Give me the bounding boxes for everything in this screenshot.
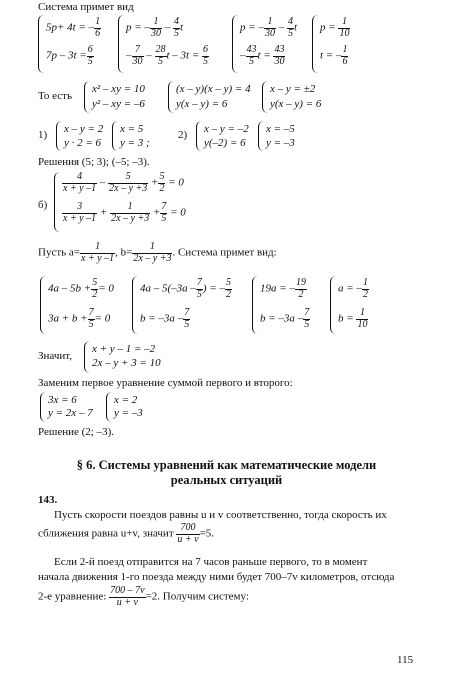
- fraction: $\frac{1}{2x - y +3}$: [133, 241, 172, 264]
- equation-system: x – y = –2 y(–2) = 6: [196, 121, 258, 151]
- math-expr: 5p+ 4t = –: [46, 21, 95, 34]
- text-line: Решение (2; –3).: [38, 426, 114, 438]
- fraction: $\frac{1}{6}$: [95, 16, 101, 39]
- equation-system: p = – $\frac{1}{30}$ – $\frac{4}{5}$ t – $\frac{43}{5}$ t = $\frac{43}{30}$: [232, 15, 310, 73]
- fraction: $\frac{1}{x + y -1}$: [81, 241, 115, 264]
- equation-system: x = –5 y = –3: [258, 121, 302, 151]
- fraction: $\frac{700 - 7v}{u + v}$: [110, 585, 145, 608]
- text-line: Если 2-й поезд отправится на 7 часов раньше первого, то в момент: [54, 556, 368, 568]
- text-line: Решения (5; 3); (–5; –3).: [38, 156, 150, 168]
- equation-system: x – y = ±2 y(x – y) = 6: [262, 81, 334, 113]
- equation-system: x = 2 y = –3: [106, 392, 156, 422]
- equation-system: p = – $\frac{1}{30}$ – $\frac{4}{5}$ t – $\frac{7}{30}$ – $\frac{28}{5}$ t – 3t = $\frac{6}{5}$: [118, 15, 226, 73]
- equation-system: x + y – 1 = –2 2x – y + 3 = 10: [84, 341, 176, 373]
- text-line: Заменим первое уравнение суммой первого и второго:: [38, 377, 293, 389]
- text-line: 2-е уравнение: $\frac{700 - 7v}{u + v}$ =2. Получим систему:: [38, 585, 249, 608]
- equation-system: x² – xy = 10 y² – xy = –6: [84, 81, 166, 113]
- item-label: б): [38, 199, 48, 211]
- equation-system: x – y = 2 y · 2 = 6: [56, 121, 112, 151]
- equation-system: [38, 15, 118, 73]
- equation-system: p = $\frac{1}{10}$ t = – $\frac{1}{6}$: [312, 15, 372, 73]
- problem-number: 143.: [38, 494, 58, 506]
- page-number: 115: [397, 654, 414, 666]
- equation-system: 3x = 6 y = 2x – 7: [40, 392, 106, 422]
- equation-system: 4a – 5(–3a – $\frac{7}{5}$ ) = – $\frac{5}{2}$ b = –3a – $\frac{7}{5}$: [132, 276, 252, 334]
- text-line: Значит,: [38, 350, 72, 362]
- text-line: начала движения 1-го поезда между ними будет 700–7v километров, отсюда: [38, 571, 395, 583]
- fraction: $\frac{6}{5}$: [87, 44, 93, 67]
- brace: [118, 15, 125, 73]
- math-expr: 7p – 3t =: [46, 49, 87, 62]
- text-line: Система примет вид: [38, 1, 134, 13]
- item-label: 2): [178, 129, 188, 141]
- item-label: 1): [38, 129, 48, 141]
- section-heading: реальных ситуаций: [170, 473, 283, 487]
- equation-system: $\frac{4}{x + y -1}$ – $\frac{5}{2x - y +3}$ + $\frac{5}{2}$ = 0 $\frac{3}{x + y -1}$ + $\frac{1}{2x - y +3}$ + $\frac{7}{5}$ = 0: [54, 172, 214, 232]
- brace: [38, 15, 45, 73]
- equation-system: a = – $\frac{1}{2}$ b = $\frac{1}{10}$: [330, 276, 380, 334]
- equation-system: 19a = – $\frac{19}{2}$ b = –3a – $\frac{7}{5}$: [252, 276, 324, 334]
- section-heading: § 6. Системы уравнений как математические модели: [76, 458, 377, 472]
- text-line: Пусть скорости поездов равны u и v соответственно, тогда скорость их: [54, 509, 387, 521]
- equation-system: x = 5 y = 3 ;: [112, 121, 152, 151]
- equation-system: (x – y)(x – y) = 4 y(x – y) = 6: [168, 81, 256, 113]
- fraction: $\frac{700}{u + v}$: [177, 522, 199, 545]
- text-line: сближения равна u+v, значит $\frac{700}{u + v}$ =5.: [38, 522, 215, 545]
- text-line: Пусть a= $\frac{1}{x + y -1}$ , b= $\frac{1}{2x - y +3}$ . Система примет вид:: [38, 241, 277, 264]
- text-line: То есть: [38, 90, 73, 102]
- equation-system: 4a – 5b + $\frac{5}{2}$ = 0 3a + b + $\frac{7}{5}$ = 0: [40, 276, 130, 334]
